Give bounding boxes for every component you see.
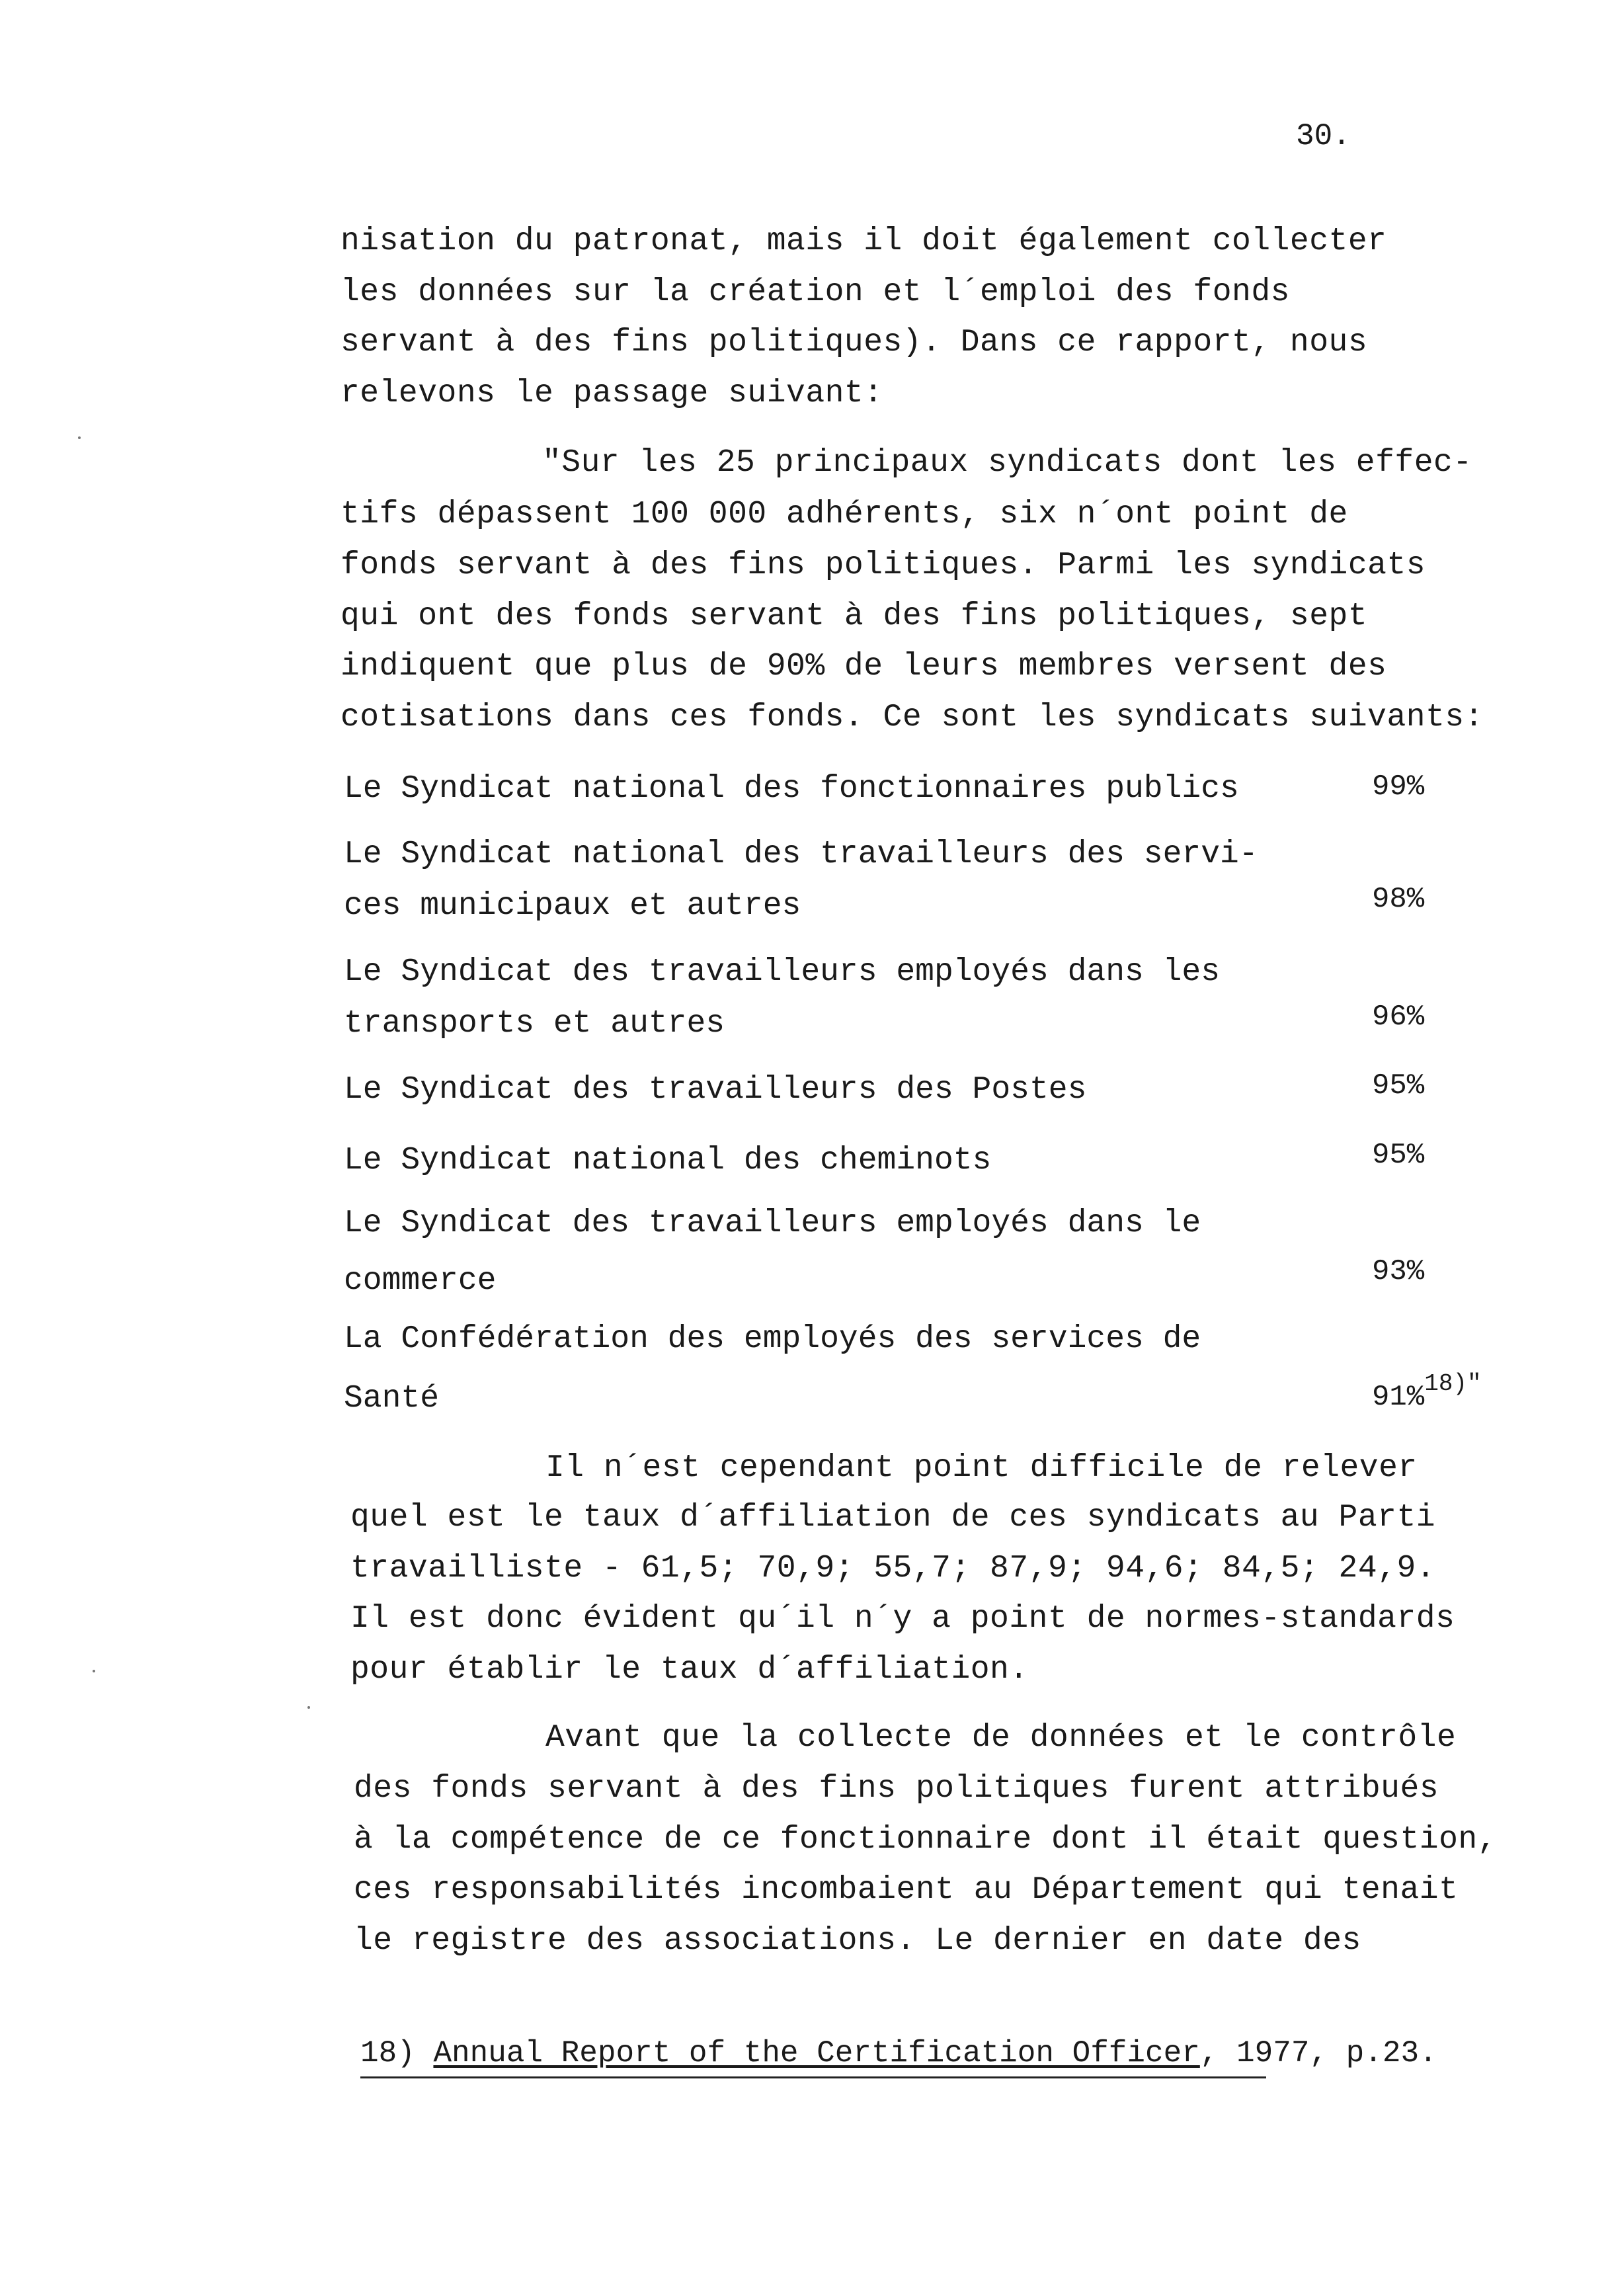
union-percentage-value: 91% [1372, 1381, 1425, 1414]
union-percentage: 95% [1372, 1069, 1425, 1102]
quote-line: fonds servant à des fins politiques. Parmi les syndicats [341, 548, 1426, 583]
union-name: Le Syndicat national des cheminots [344, 1143, 992, 1178]
paragraph-line: des fonds servant à des fins politiques furent attribués [354, 1771, 1439, 1807]
union-percentage: 95% [1372, 1139, 1425, 1172]
union-name: La Confédération des employés des services de [344, 1321, 1201, 1357]
scan-speck [78, 436, 81, 439]
quote-line: qui ont des fonds servant à des fins politiques, sept [341, 598, 1368, 634]
scan-speck [307, 1706, 310, 1709]
quote-line: indiquent que plus de 90% de leurs membres versent des [341, 649, 1387, 684]
union-name-continued: ces municipaux et autres [344, 888, 801, 924]
union-name-continued: transports et autres [344, 1006, 725, 1042]
intro-line: les données sur la création et l´emploi des fonds [341, 274, 1290, 310]
page-number: 30. [1296, 119, 1351, 153]
footnote-title: Annual Report of the Certification Officer [433, 2036, 1200, 2070]
intro-line: servant à des fins politiques). Dans ce rapport, nous [341, 325, 1368, 360]
paragraph-line: à la compétence de ce fonctionnaire dont il était question, [354, 1822, 1497, 1858]
paragraph-line: quel est le taux d´affiliation de ces syndicats au Parti [350, 1500, 1436, 1536]
union-percentage: 98% [1372, 883, 1425, 916]
quote-line: tifs dépassent 100 000 adhérents, six n´ont point de [341, 497, 1348, 532]
intro-line: relevons le passage suivant: [341, 376, 883, 411]
union-percentage: 93% [1372, 1255, 1425, 1288]
quote-line: cotisations dans ces fonds. Ce sont les syndicats suivants: [341, 700, 1484, 735]
footnote-divider [360, 2076, 1266, 2078]
paragraph-line: pour établir le taux d´affiliation. [350, 1652, 1029, 1688]
union-percentage [1372, 1364, 1482, 1417]
paragraph-line: ces responsabilités incombaient au Département qui tenait [354, 1872, 1459, 1908]
footnote-reference: 18)" [1424, 1370, 1482, 1397]
footnote-number: 18) [360, 2036, 415, 2070]
union-name-continued: Santé [344, 1381, 440, 1416]
union-name-continued: commerce [344, 1263, 497, 1299]
paragraph-line: Il est donc évident qu´il n´y a point de normes-standards [350, 1601, 1455, 1637]
union-percentage: 99% [1372, 770, 1425, 803]
union-name: Le Syndicat des travailleurs des Postes [344, 1072, 1087, 1108]
quote-line: "Sur les 25 principaux syndicats dont les effec- [542, 445, 1472, 481]
union-name: Le Syndicat national des fonctionnaires publics [344, 771, 1239, 807]
intro-line: nisation du patronat, mais il doit également collecter [341, 224, 1387, 259]
union-name: Le Syndicat national des travailleurs des servi- [344, 837, 1258, 872]
paragraph-line: Avant que la collecte de données et le contrôle [545, 1720, 1457, 1756]
union-percentage: 96% [1372, 1001, 1425, 1034]
footnote-details: , 1977, p.23. [1199, 2036, 1437, 2070]
union-name: Le Syndicat des travailleurs employés dans les [344, 954, 1221, 990]
paragraph-line: le registre des associations. Le dernier en date des [354, 1923, 1361, 1959]
paragraph-line: travailliste - 61,5; 70,9; 55,7; 87,9; 94,6; 84,5; 24,9. [350, 1551, 1436, 1586]
paragraph-line: Il n´est cependant point difficile de relever [545, 1450, 1418, 1486]
scan-speck [93, 1670, 95, 1672]
footnote [360, 2033, 1437, 2073]
union-name: Le Syndicat des travailleurs employés dans le [344, 1206, 1201, 1241]
